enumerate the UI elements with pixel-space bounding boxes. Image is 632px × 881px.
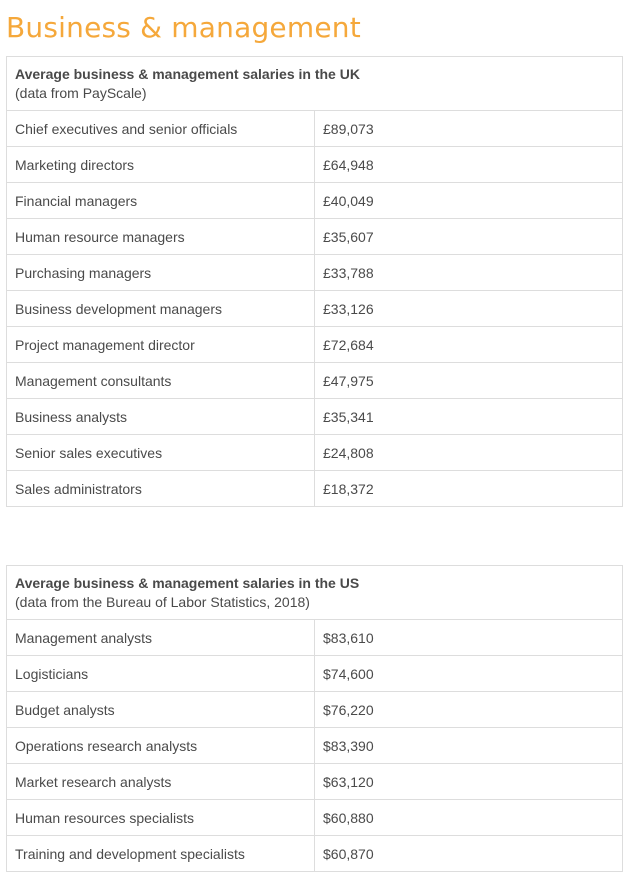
table-row [7, 471, 623, 507]
role-cell: Business analysts [7, 399, 315, 435]
table-row [7, 363, 623, 399]
table-source-note: (data from the Bureau of Labor Statistics, 2018) [15, 593, 310, 610]
table-row [7, 111, 623, 147]
table-row [7, 620, 623, 656]
table-header-cell [7, 57, 623, 111]
table-row [7, 728, 623, 764]
salary-cell: £24,808 [315, 435, 623, 471]
salary-cell: £33,788 [315, 255, 623, 291]
role-cell: Management analysts [7, 620, 315, 656]
table-row [7, 183, 623, 219]
table-row [7, 255, 623, 291]
table-source-note: (data from PayScale) [15, 84, 147, 101]
salary-cell: $74,600 [315, 656, 623, 692]
role-cell: Project management director [7, 327, 315, 363]
table-header-row [7, 57, 623, 111]
table-row [7, 800, 623, 836]
role-cell: Chief executives and senior officials [7, 111, 315, 147]
role-cell: Senior sales executives [7, 435, 315, 471]
page-title: Business & management [6, 11, 361, 44]
role-cell: Human resource managers [7, 219, 315, 255]
salary-cell: £33,126 [315, 291, 623, 327]
salary-cell: £40,049 [315, 183, 623, 219]
table-row [7, 692, 623, 728]
role-cell: Training and development specialists [7, 836, 315, 872]
role-cell: Management consultants [7, 363, 315, 399]
table-row [7, 399, 623, 435]
table-title: Average business & management salaries in the UK [15, 65, 360, 82]
salary-cell: $83,610 [315, 620, 623, 656]
table-row [7, 291, 623, 327]
table-row [7, 656, 623, 692]
salary-cell: £64,948 [315, 147, 623, 183]
role-cell: Business development managers [7, 291, 315, 327]
uk-salary-table [6, 56, 623, 507]
role-cell: Financial managers [7, 183, 315, 219]
salary-cell: $63,120 [315, 764, 623, 800]
role-cell: Sales administrators [7, 471, 315, 507]
salary-cell: $60,880 [315, 800, 623, 836]
table-header-row [7, 566, 623, 620]
salary-cell: £47,975 [315, 363, 623, 399]
role-cell: Purchasing managers [7, 255, 315, 291]
us-salary-table [6, 565, 623, 872]
salary-cell: £89,073 [315, 111, 623, 147]
table-row [7, 435, 623, 471]
salary-cell: $60,870 [315, 836, 623, 872]
role-cell: Logisticians [7, 656, 315, 692]
salary-cell: £18,372 [315, 471, 623, 507]
salary-cell: £35,341 [315, 399, 623, 435]
role-cell: Operations research analysts [7, 728, 315, 764]
role-cell: Marketing directors [7, 147, 315, 183]
role-cell: Budget analysts [7, 692, 315, 728]
salary-cell: £72,684 [315, 327, 623, 363]
table-title: Average business & management salaries in the US [15, 574, 360, 591]
salary-cell: £35,607 [315, 219, 623, 255]
salary-cell: $76,220 [315, 692, 623, 728]
table-row [7, 764, 623, 800]
table-header-cell [7, 566, 623, 620]
role-cell: Market research analysts [7, 764, 315, 800]
table-row [7, 327, 623, 363]
table-row [7, 147, 623, 183]
salary-cell: $83,390 [315, 728, 623, 764]
role-cell: Human resources specialists [7, 800, 315, 836]
table-row [7, 836, 623, 872]
table-row [7, 219, 623, 255]
